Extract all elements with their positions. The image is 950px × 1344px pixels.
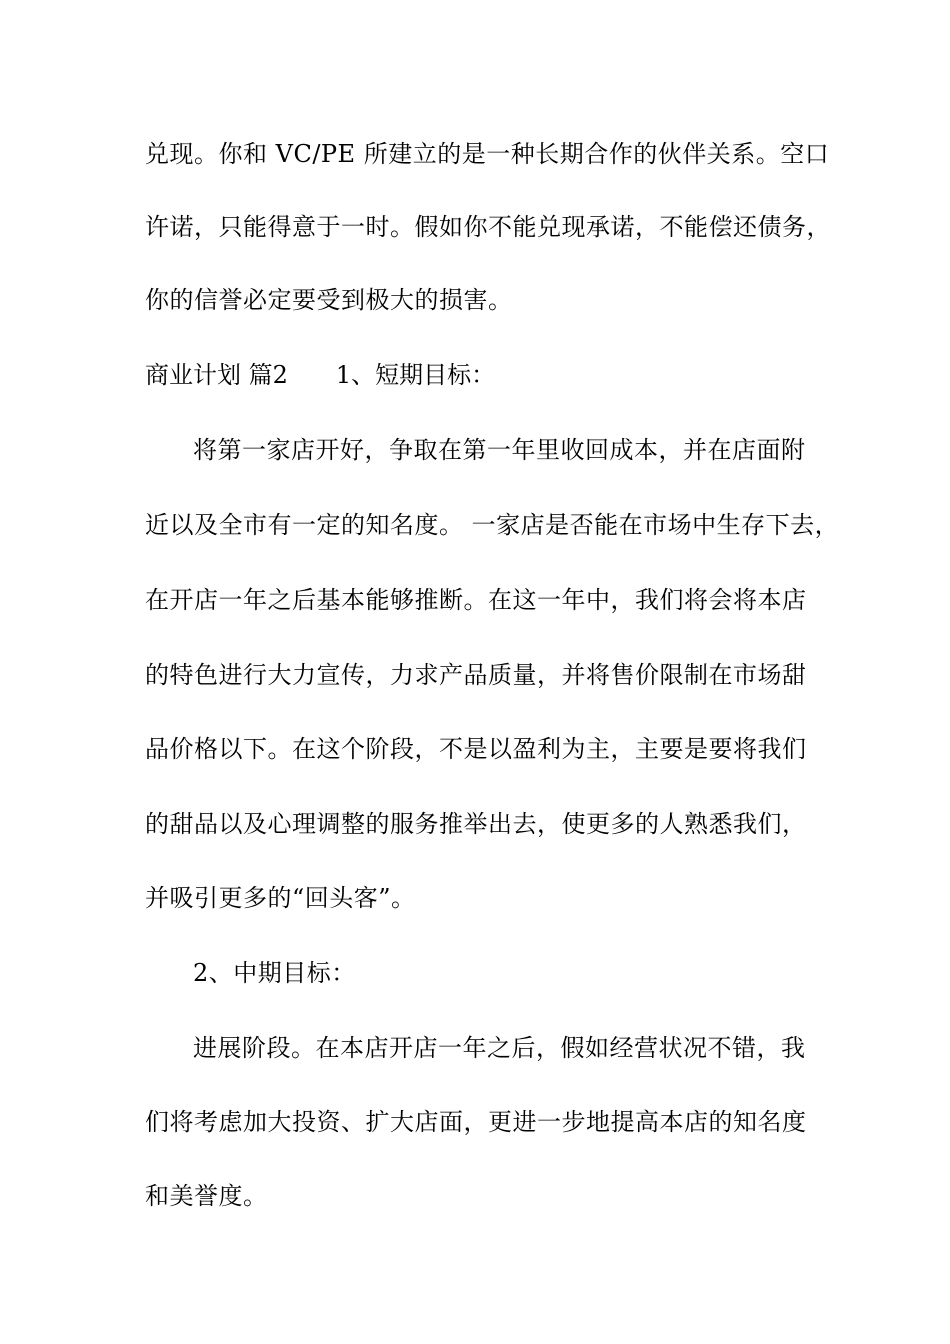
paragraph-2-line-3: 在开店一年之后基本能够推断。在这一年中，我们将会将本店	[145, 586, 807, 614]
paragraph-1-line-1: 兑现。你和 VC/PE 所建立的是一种长期合作的伙伴关系。空口	[145, 140, 830, 168]
paragraph-1-line-2: 许诺，只能得意于一时。假如你不能兑现承诺，不能偿还债务，	[145, 213, 831, 241]
paragraph-2-line-7: 并吸引更多的“回头客”。	[145, 884, 416, 912]
paragraph-2-line-1: 将第一家店开好，争取在第一年里收回成本，并在店面附	[193, 436, 806, 464]
section-subtitle: 1、短期目标：	[335, 361, 496, 389]
paragraph-3-line-3: 和美誉度。	[145, 1182, 268, 1210]
heading-2: 2、中期目标：	[193, 959, 356, 987]
paragraph-2-line-6: 的甜品以及心理调整的服务推举出去，使更多的人熟悉我们，	[145, 810, 807, 838]
paragraph-3-line-1: 进展阶段。在本店开店一年之后，假如经营状况不错，我	[193, 1034, 806, 1062]
paragraph-1-line-3: 你的信誉必定要受到极大的损害。	[145, 286, 513, 314]
paragraph-2-line-4: 的特色进行大力宣传，力求产品质量，并将售价限制在市场甜	[145, 661, 807, 689]
paragraph-3-line-2: 们将考虑加大投资、扩大店面，更进一步地提高本店的知名度	[145, 1108, 807, 1136]
paragraph-2-line-2: 近以及全市有一定的知名度。 一家店是否能在市场中生存下去，	[145, 511, 840, 539]
paragraph-2-line-5: 品价格以下。在这个阶段，不是以盈利为主，主要是要将我们	[145, 735, 807, 763]
section-title: 商业计划 篇2	[145, 361, 288, 389]
section-heading	[145, 360, 845, 390]
